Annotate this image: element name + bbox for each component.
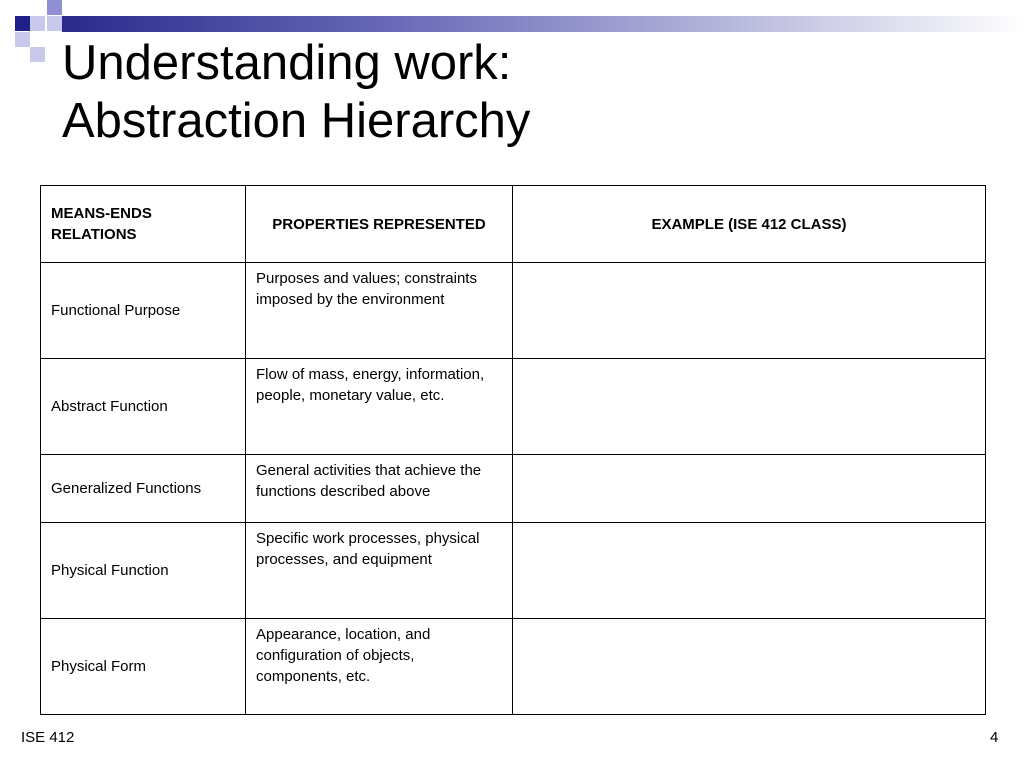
- table-row: [41, 523, 986, 619]
- properties-cell: Purposes and values; constraints imposed by the environment: [246, 263, 513, 359]
- slide-title-line-1: Understanding work:: [62, 36, 512, 90]
- corner-square-1: [15, 16, 30, 31]
- example-cell: [513, 523, 986, 619]
- header-properties: PROPERTIES REPRESENTED: [246, 186, 513, 263]
- corner-square-6: [30, 47, 45, 62]
- example-cell: [513, 359, 986, 455]
- relation-cell: Physical Function: [41, 523, 246, 619]
- slide-title: [62, 34, 962, 150]
- corner-square-5: [15, 32, 30, 47]
- page-number: 4: [990, 729, 999, 746]
- table-row: [41, 263, 986, 359]
- relation-cell: Physical Form: [41, 619, 246, 715]
- table-row: [41, 359, 986, 455]
- corner-square-2: [30, 16, 45, 31]
- properties-cell: Flow of mass, energy, information, people, monetary value, etc.: [246, 359, 513, 455]
- example-cell: [513, 263, 986, 359]
- properties-cell: General activities that achieve the functions described above: [246, 455, 513, 523]
- title-gradient-bar: [62, 16, 1024, 32]
- abstraction-hierarchy-table: [40, 185, 986, 715]
- header-example: EXAMPLE (ISE 412 CLASS): [513, 186, 986, 263]
- relation-cell: Functional Purpose: [41, 263, 246, 359]
- header-means-ends: MEANS-ENDS RELATIONS: [41, 186, 246, 263]
- corner-square-3: [47, 0, 62, 15]
- footer-course: ISE 412: [21, 729, 75, 746]
- table-row: [41, 455, 986, 523]
- example-cell: [513, 619, 986, 715]
- example-cell: [513, 455, 986, 523]
- properties-cell: Specific work processes, physical processes, and equipment: [246, 523, 513, 619]
- table-header-row: [41, 186, 986, 263]
- properties-cell: Appearance, location, and configuration of objects, components, etc.: [246, 619, 513, 715]
- relation-cell: Generalized Functions: [41, 455, 246, 523]
- relation-cell: Abstract Function: [41, 359, 246, 455]
- corner-square-4: [47, 16, 62, 31]
- table-row: [41, 619, 986, 715]
- slide-title-line-2: Abstraction Hierarchy: [62, 94, 531, 148]
